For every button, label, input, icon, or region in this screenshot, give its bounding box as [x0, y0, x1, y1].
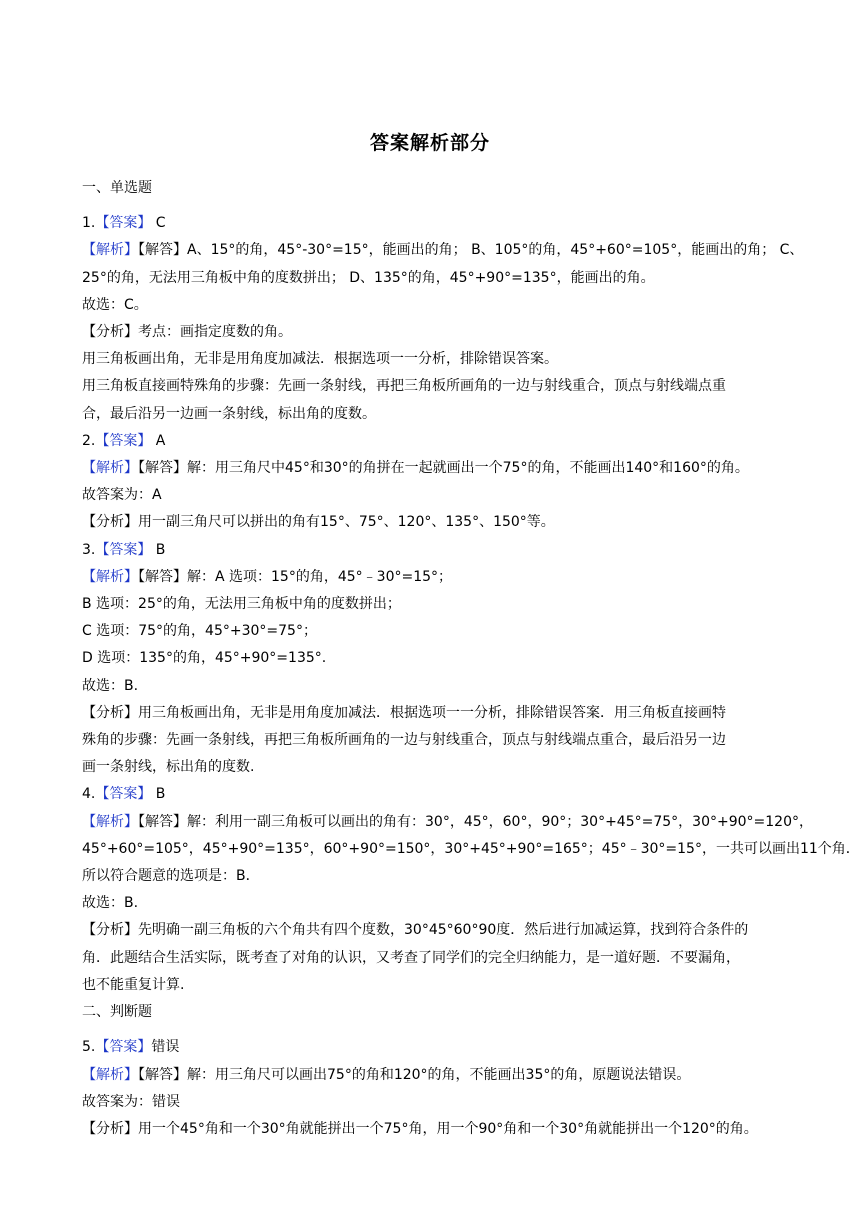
q5-line-1: 故答案为：错误 [82, 1093, 180, 1110]
q5-line-0: 【解答】解：用三角尺可以画出75°的角和120°的角，不能画出35°的角，原题说法错误。 [138, 1066, 691, 1083]
q4-line-3: 故选：B. [82, 895, 139, 912]
explain-tag: 【解析】 [82, 242, 138, 259]
q3-answer-line [82, 537, 782, 564]
q2-number: 2. [82, 432, 96, 449]
q1-line-4: 用三角板画出角，无非是用角度加减法．根据选项一一分析，排除错误答案。 [82, 351, 558, 368]
q3-line-2: C 选项：75°的角，45°+30°=75°； [82, 623, 317, 640]
answer-tag: 【答案】 [95, 541, 152, 558]
q1-line-1: 25°的角，无法用三角板中角的度数拼出； D、135°的角，45°+90°=135°，能画出的角。 [82, 269, 655, 286]
q1-answer-line [82, 210, 782, 237]
q3-answer: B [151, 541, 166, 558]
q4-line-0: 【解答】解：利用一副三角板可以画出的角有：30°，45°，60°，90°；30°+45°=75°，30°+90°=120°， [138, 813, 813, 830]
q4-number: 4. [82, 786, 96, 803]
answer-content [82, 175, 860, 1143]
explain-tag: 【解析】 [82, 568, 138, 585]
section-heading-single-choice: 一、单选题 [82, 180, 152, 196]
q3-line-6: 殊角的步骤：先画一条射线，再把三角板所画角的一边与射线重合，顶点与射线端点重合，最后沿另一边 [82, 732, 726, 749]
q4-line-2: 所以符合题意的选项是：B． [82, 868, 260, 885]
q1-explain-line [82, 237, 804, 264]
q2-answer: A [151, 432, 166, 449]
q2-answer-line [82, 428, 782, 455]
q5-number: 5. [82, 1039, 96, 1056]
q3-line-7: 画一条射线，标出角的度数. [82, 759, 255, 776]
q1-line-5: 用三角板直接画特殊角的步骤：先画一条射线，再把三角板所画角的一边与射线重合，顶点与射线端点重 [82, 378, 726, 395]
q3-explain-line [82, 564, 782, 591]
q1-line-0: 【解答】A、15°的角，45°-30°=15°，能画出的角； B、105°的角，45°+60°=105°，能画出的角； C、 [138, 242, 804, 259]
q2-line-1: 故答案为：A [82, 487, 162, 504]
explain-tag: 【解析】 [82, 460, 138, 477]
q1-line-2: 故选：C。 [82, 296, 148, 313]
q5-explain-line [82, 1062, 782, 1089]
q3-line-5: 【分析】用三角板画出角，无非是用角度加减法．根据选项一一分析，排除错误答案．用三角板直接画特 [82, 704, 726, 721]
q4-line-4: 【分析】先明确一副三角板的六个角共有四个度数，30°45°60°90度．然后进行加减运算，找到符合条件的 [82, 922, 749, 939]
q3-line-3: D 选项：135°的角，45°+90°=135°. [82, 650, 327, 667]
q4-explain-line [82, 809, 813, 836]
q5-line-2: 【分析】用一个45°角和一个30°角就能拼出一个75°角，用一个90°角和一个30°角就能拼出一个120°的角。 [82, 1120, 758, 1137]
page-title: 答案解析部分 [369, 132, 490, 154]
q1-line-3: 【分析】考点：画指定度数的角。 [82, 324, 292, 341]
q4-line-5: 角．此题结合生活实际，既考查了对角的认识，又考查了同学们的完全归纳能力，是一道好题．不要漏角， [82, 949, 740, 966]
q1-answer: C [151, 215, 166, 232]
q2-explain-line [82, 455, 782, 482]
answer-tag: 【答案】 [95, 432, 152, 449]
q3-line-0: 【解答】解：A 选项：15°的角，45°﹣30°=15°； [138, 568, 453, 585]
answer-tag: 【答案】 [95, 1039, 152, 1056]
q4-line-6: 也不能重复计算. [82, 976, 185, 993]
q2-line-2: 【分析】用一副三角尺可以拼出的角有15°、75°、120°、135°、150°等。 [82, 514, 555, 531]
q5-answer-line [82, 1034, 782, 1061]
q3-line-1: B 选项：25°的角，无法用三角板中角的度数拼出； [82, 596, 401, 613]
q1-line-6: 合，最后沿另一边画一条射线，标出角的度数。 [82, 405, 376, 422]
q4-answer-line [82, 781, 782, 808]
q1-number: 1. [82, 215, 96, 232]
explain-tag: 【解析】 [82, 813, 138, 830]
answer-tag: 【答案】 [95, 786, 152, 803]
section-heading-judgement: 二、判断题 [82, 1004, 152, 1021]
explain-tag: 【解析】 [82, 1066, 138, 1083]
q2-line-0: 【解答】解：用三角尺中45°和30°的角拼在一起就画出一个75°的角，不能画出140°和160°的角。 [138, 460, 749, 477]
q4-line-1: 45°+60°=105°，45°+90°=135°，60°+90°=150°，30°+45°+90°=165°；45°﹣30°=15°，一共可以画出11个角． [82, 840, 860, 857]
q3-line-4: 故选：B. [82, 677, 139, 694]
q5-answer: 错误 [151, 1039, 180, 1056]
answer-tag: 【答案】 [95, 215, 152, 232]
q3-number: 3. [82, 541, 96, 558]
q4-answer: B [151, 786, 166, 803]
